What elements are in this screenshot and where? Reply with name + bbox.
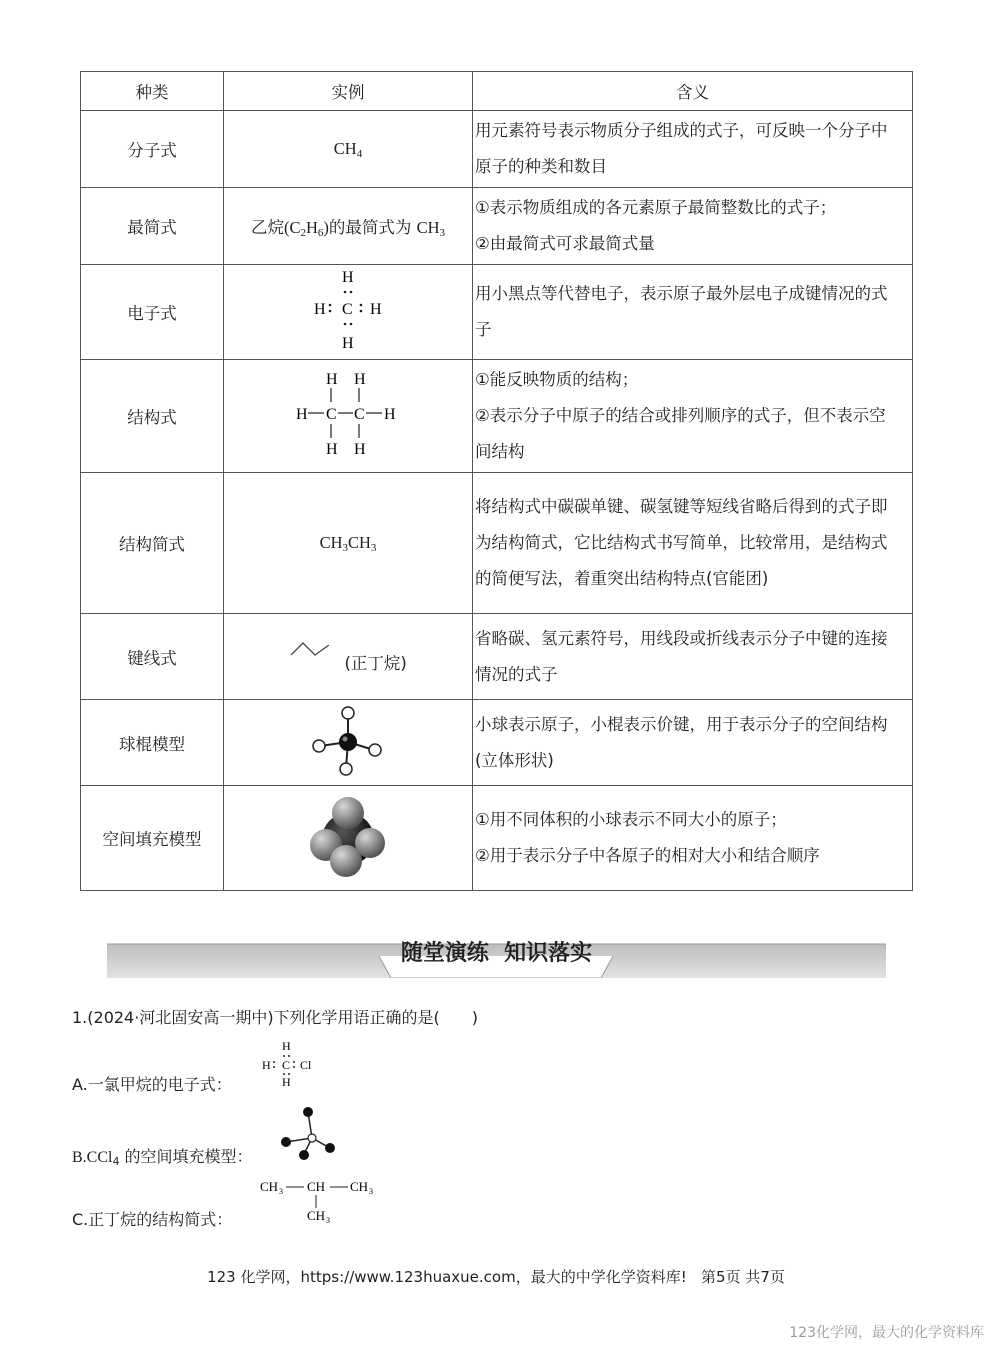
- example-cell: [224, 265, 473, 360]
- svg-text:H: H: [384, 406, 396, 423]
- svg-text:H: H: [262, 1058, 271, 1072]
- meaning-line: ①用不同体积的小球表示不同大小的原子；: [475, 810, 787, 829]
- meaning-cell: [473, 360, 913, 473]
- svg-text:H: H: [282, 1040, 291, 1053]
- kind-cell: 球棍模型: [81, 700, 224, 786]
- example-cell: [224, 614, 473, 700]
- table-row: [81, 188, 913, 265]
- kind-cell: 空间填充模型: [81, 786, 224, 891]
- methane-ball-stick-model: [308, 704, 388, 778]
- svg-text:H: H: [282, 1075, 291, 1088]
- methane-space-filling-model: [308, 793, 388, 879]
- meaning-cell: 将结构式中碳碳单键、碳氢键等短线省略后得到的式子即为结构简式，它比结构式书写简单，比较常用，是结构式的简便写法，着重突出结构特点(官能团): [473, 473, 913, 614]
- option-c-label: C.正丁烷的结构简式：: [72, 1210, 233, 1229]
- methane-electron-formula: [308, 266, 388, 354]
- svg-text:C: C: [342, 301, 353, 318]
- ethane-mid: 的最简式为: [328, 217, 412, 237]
- svg-text:H: H: [326, 441, 338, 458]
- meaning-cell: [473, 188, 913, 265]
- table-row: [81, 265, 913, 360]
- svg-text:C: C: [326, 406, 337, 423]
- meaning-line: ①表示物质组成的各元素原子最简整数比的式子；: [475, 198, 837, 217]
- example-cell: [224, 360, 473, 473]
- table-row: [81, 473, 913, 614]
- svg-text:H: H: [296, 406, 308, 423]
- svg-text:CH: CH: [260, 1179, 279, 1194]
- option-c-structure: [260, 1176, 384, 1224]
- option-a-label: A.一氯甲烷的电子式：: [72, 1075, 232, 1094]
- svg-text:H: H: [354, 371, 366, 388]
- svg-text:C: C: [282, 1058, 291, 1072]
- kind-cell: 结构简式: [81, 473, 224, 614]
- example-cell: $CH_3CH_3$: [224, 473, 473, 614]
- bond-line-name: (正丁烷): [344, 654, 407, 673]
- option-b-ball-stick: [278, 1106, 342, 1162]
- kind-cell: 结构式: [81, 360, 224, 473]
- kind-cell: 键线式: [81, 614, 224, 700]
- chemical-formula-table: [80, 71, 913, 891]
- svg-text:CH: CH: [307, 1179, 326, 1194]
- table-row: [81, 111, 913, 188]
- section-banner: [107, 938, 886, 978]
- table-row: [81, 360, 913, 473]
- meaning-line: ①能反映物质的结构；: [475, 370, 639, 389]
- svg-text:C: C: [354, 406, 365, 423]
- page-footer: 123 化学网，https://www.123huaxue.com，最大的中学化学资料库! 第5页 共7页: [207, 1268, 785, 1286]
- header-kind: 种类: [81, 72, 224, 111]
- svg-text:H: H: [314, 301, 326, 318]
- option-a-electron-formula: [258, 1040, 328, 1088]
- svg-text:H: H: [342, 335, 354, 352]
- header-meaning: 含义: [473, 72, 913, 111]
- svg-text:Cl: Cl: [300, 1058, 312, 1072]
- ethane-structural-formula: [293, 366, 403, 462]
- example-cell: [224, 786, 473, 891]
- kind-cell: 电子式: [81, 265, 224, 360]
- bond-line-zigzag: [289, 639, 333, 661]
- option-b-suffix: 的空间填充模型：: [119, 1147, 253, 1166]
- option-b-prefix: B.CCl: [72, 1149, 113, 1166]
- watermark: 123化学网，最大的化学资料库: [789, 1325, 984, 1341]
- svg-text:3: 3: [369, 1187, 373, 1196]
- table-row: [81, 700, 913, 786]
- meaning-cell: 用小黑点等代替电子，表示原子最外层电子成键情况的式子: [473, 265, 913, 360]
- question-stem: 1.(2024·河北固安高一期中)下列化学用语正确的是( ): [72, 1008, 479, 1027]
- table-header-row: [81, 72, 913, 111]
- meaning-cell: 省略碳、氢元素符号，用线段或折线表示分子中键的连接情况的式子: [473, 614, 913, 700]
- svg-text:3: 3: [326, 1216, 330, 1224]
- example-cell: $CH_4$: [224, 111, 473, 188]
- meaning-cell: 用元素符号表示物质分子组成的式子，可反映一个分子中原子的种类和数目: [473, 111, 913, 188]
- table-row: [81, 786, 913, 891]
- meaning-line: ②由最简式可求最简式量: [475, 234, 655, 253]
- svg-text:3: 3: [279, 1187, 283, 1196]
- kind-cell: 分子式: [81, 111, 224, 188]
- meaning-line: ②用于表示分子中各原子的相对大小和结合顺序: [475, 846, 820, 865]
- svg-text:H: H: [326, 371, 338, 388]
- ethane-prefix: 乙烷: [250, 217, 284, 237]
- header-example: 实例: [224, 72, 473, 111]
- meaning-cell: [473, 786, 913, 891]
- table-row: [81, 614, 913, 700]
- section-title: 随堂演练 知识落实: [400, 941, 593, 966]
- svg-text:CH: CH: [307, 1208, 326, 1223]
- option-b-label: B.CCl$_4$ 的空间填充模型：: [72, 1147, 253, 1168]
- svg-text:H: H: [342, 269, 354, 286]
- example-cell: [224, 700, 473, 786]
- svg-text:H: H: [354, 441, 366, 458]
- meaning-line: ②表示分子中原子的结合或排列顺序的式子，但不表示空间结构: [475, 406, 886, 461]
- svg-text:H: H: [370, 301, 382, 318]
- svg-text:CH: CH: [350, 1179, 369, 1194]
- kind-cell: 最简式: [81, 188, 224, 265]
- example-cell: 乙烷$(C_2H_6)$的最简式为 $CH_3$: [224, 188, 473, 265]
- meaning-cell: 小球表示原子，小棍表示价键，用于表示分子的空间结构(立体形状): [473, 700, 913, 786]
